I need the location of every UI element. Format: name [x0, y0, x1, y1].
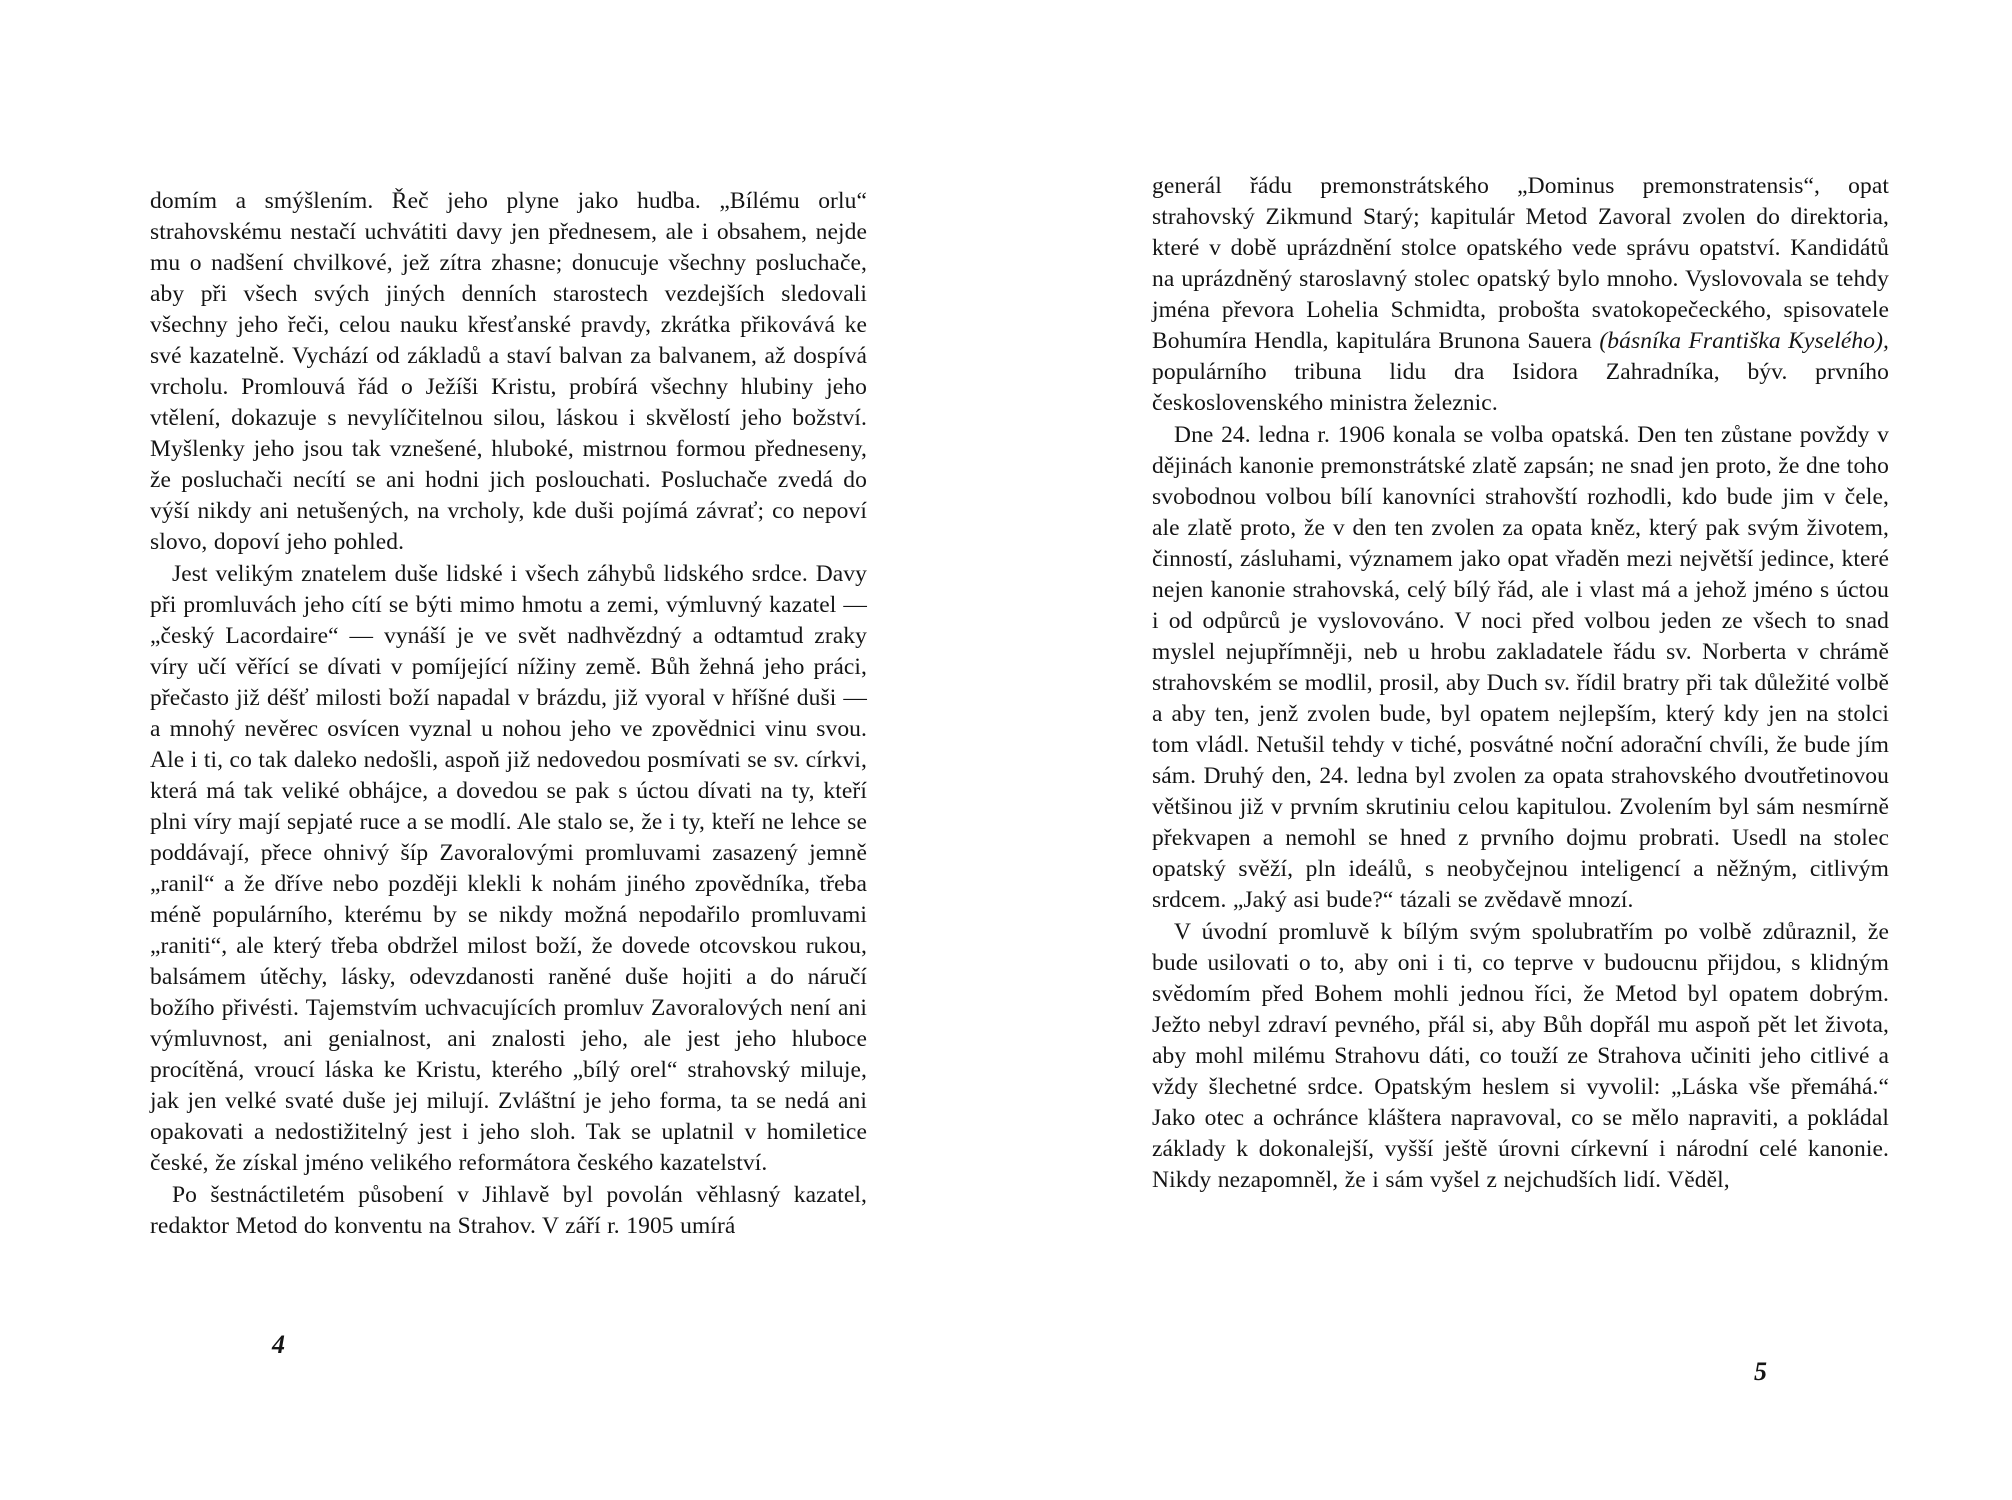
right-page-number: 5 — [1754, 1357, 1767, 1386]
right-text-column — [1152, 171, 1889, 1196]
right-paragraph-1-text-b: populárního tribuna lidu dra Isidora Zahradníka, býv. prvního československého ministra železnic. — [1152, 359, 1889, 416]
right-page — [1006, 0, 2012, 1500]
left-paragraph-2: Jest velikým znatelem duše lidské i všech záhybů lidského srdce. Davy při promluvách jeho cítí se býti mimo hmotu a zemi, výmluvný kazatel — „český Lacordaire“ — vynáší je ve svět nadhvězdný a odtamtud zraky víry učí věřící se dívati v pomíjející nížiny země. Bůh žehná jeho práci, přečasto již déšť milosti boží napadal v brázdu, již vyoral v hříšné duši — a mnohý nevěrec osvícen vyznal u nohou jeho ve zpovědnici vinu svou. Ale i ti, co tak daleko nedošli, aspoň již nedovedou posmívati se sv. církvi, která má tak veliké obhájce, a dovedou se pak s úctou dívati na ty, kteří plni víry mají sepjaté ruce a se modlí. Ale stalo se, že i ty, kteří ne lehce se poddávají, přece ohnivý šíp Zavoralovými promluvami zasazený jemně „ranil“ a že dříve nebo později klekli k nohám jiného zpovědníka, třeba méně populárního, kterému by se nikdy možná nepodařilo promluvami „raniti“, ale který třeba obdržel milost boží, že dovede otcovskou rukou, balsámem útěchy, lásky, odevzdanosti raněné duše hojiti a do náručí božího přivésti. Tajemstvím uchvacujících promluv Zavoralových není ani výmluvnost, ani genialnost, ani znalosti jeho, ale jest jeho hluboce procítěná, vroucí láska ke Kristu, kterého „bílý orel“ strahovský miluje, jak jen velké svaté duše jej milují. Zvláštní je jeho forma, ta se nedá ani opakovati a nedostižitelný jest i jeho sloh. Tak se uplatnil v homiletice české, že získal jméno velikého reformátora českého kazatelství. — [150, 561, 867, 1176]
right-paragraph-3: V úvodní promluvě k bílým svým spolubratřím po volbě zdůraznil, že bude usilovati o to, aby oni i ti, co teprve v budoucnu přijdou, s klidným svědomím před Bohem mohli jednou říci, že Metod byl opatem dobrým. Ježto nebyl zdraví pevného, přál si, aby Bůh dopřál mu aspoň pět let života, aby mohl milému Strahovu dáti, co touží ze Strahova učiniti jeho citlivé a vždy šlechetné srdce. Opatským heslem si vyvolil: „Láska vše přemáhá.“ Jako otec a ochránce kláštera napravoval, co se mělo napraviti, a pokládal základy k dokonalejší, vyšší ještě úrovni církevní i národní celé kanonie. Nikdy nezapomněl, že i sám vyšel z nejchudších lidí. Věděl, — [1152, 919, 1889, 1193]
right-paragraph-2: Dne 24. ledna r. 1906 konala se volba opatská. Den ten zůstane povždy v dějinách kanonie premonstrátské zlatě zapsán; ne snad jen proto, že dne toho svobodnou volbou bílí kanovníci strahovští rozhodli, kdo bude jim v čele, ale zlatě proto, že v den ten zvolen za opata kněz, který pak svým životem, činností, zásluhami, významem jako opat vřaděn mezi největší jedince, které nejen kanonie strahovská, celý bílý řád, ale i vlast má a jehož jméno s úctou i od odpůrců je vyslovováno. V noci před volbou jeden ze všech to snad myslel nejupřímněji, neb u hrobu zakladatele řádu sv. Norberta v chrámě strahovském se modlil, prosil, aby Duch sv. řídil bratry při tak důležité volbě a aby ten, jenž zvolen bude, byl opatem nejlepším, který kdy jen na stolci tom vládl. Netušil tehdy v tiché, posvátné noční adorační chvíli, že bude jím sám. Druhý den, 24. ledna byl zvolen za opata strahovského dvoutřetinovou většinou již v prvním skrutiniu celou kapitulou. Zvolením byl sám nesmírně překvapen a nemohl se hned z prvního dojmu probrati. Usedl na stolec opatský svěží, pln ideálů, s neobyčejnou inteligencí a něžným, citlivým srdcem. „Jaký asi bude?“ tázali se zvědavě mnozí. — [1152, 422, 1889, 913]
left-page-number: 4 — [272, 1330, 285, 1359]
left-paragraph-1: domím a smýšlením. Řeč jeho plyne jako hudba. „Bílému orlu“ strahovskému nestačí uchvátiti davy jen přednesem, ale i obsahem, nejde mu o nadšení chvilkové, jež zítra zhasne; donucuje všechny posluchače, aby při všech svých jiných denních starostech vezdejších sledovali všechny jeho řeči, celou nauku křesťanské pravdy, zkrátka přikovává ke své kazatelně. Vychází od základů a staví balvan za balvanem, až dospívá vrcholu. Promlouvá řád o Ježíši Kristu, probírá všechny hlubiny jeho vtělení, dokazuje s nevylíčitelnou silou, láskou i skvělostí jeho božství. Myšlenky jeho jsou tak vznešené, hluboké, mistrnou formou předneseny, že posluchači necítí se ani hodni jich poslouchati. Posluchače zvedá do výší nikdy ani netušených, na vrcholy, kde duši pojímá závrať; co nepoví slovo, dopoví jeho pohled. — [150, 188, 867, 555]
right-paragraph-1-italic: (básníka Františka Kyselého), — [1599, 328, 1889, 354]
right-paragraph-1 — [1152, 171, 1889, 419]
right-paragraph-1-text-a: generál řádu premonstrátského „Dominus premonstratensis“, opat strahovský Zikmund Starý; kapitulár Metod Zavoral zvolen do direktoria, které v době uprázdnění stolce opatského vede správu opatství. Kandidátů na uprázdněný staroslavný stolec opatský bylo mnoho. Vyslovovala se tehdy jména převora Lohelia Schmidta, proboštа svatokopečeckého, spisovatele Bohumíra Hendla, kapitulára Brunona Sauera — [1152, 173, 1889, 354]
left-text-column — [150, 186, 867, 1242]
left-paragraph-3: Po šestnáctiletém působení v Jihlavě byl povolán věhlasný kazatel, redaktor Metod do konventu na Strahov. V září r. 1905 umírá — [150, 1182, 867, 1239]
